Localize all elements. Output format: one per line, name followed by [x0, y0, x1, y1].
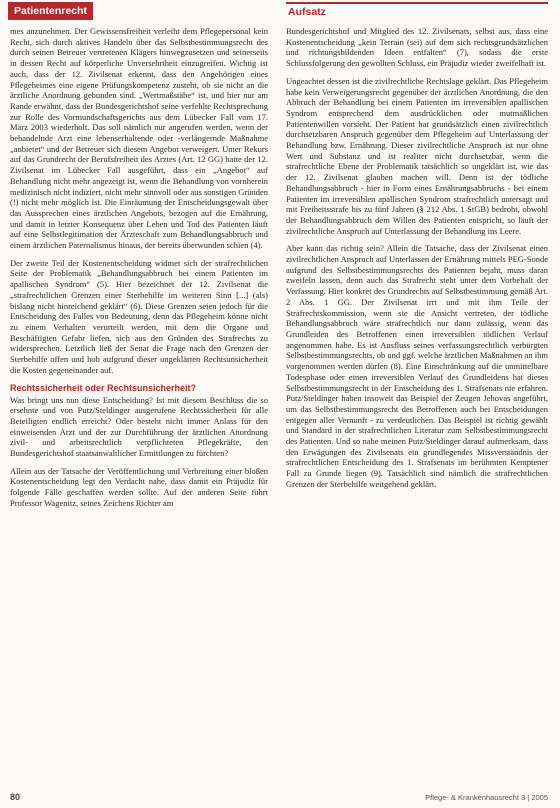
page-number: 80: [10, 792, 21, 802]
journal-reference: Pflege- & Krankenhausrecht 3 | 2005: [425, 793, 548, 802]
category-label: Aufsatz: [286, 2, 548, 22]
section-heading: Rechtssicherheit oder Rechtsunsicherheit?: [10, 382, 197, 393]
paragraph: Allein aus der Tatsache der Veröffentlichung und Verbreitung einer bloßen Kostenentscheidung legt den Verdacht nahe, dass damit ein Präjudiz für folgende Fälle geschaffen werden sollte. Auf der anderen Seite führt Professor Wagenitz, seines Zeichens Richter am: [10, 465, 268, 508]
paragraph: Der zweite Teil der Kostenentscheidung widmet sich der strafrechtlichen Seite der Problematik „Behandlungsabbruch bei einem Patienten im apallischen Syndrom“ (5). Hier bezeichnet der 12. Zivilsenat die „strafrechtlichen Grenzen einer Sterbehilfe im weiteren Sinn [...] (als) bislang nicht hinreichend geklärt“ (6). Diese Grenzen seien jedoch für die Entscheidung des Falles von Bedeutung, denn das Pflegeheim könne nicht zu einem Verhalten verurteilt werden, mit dem die Organe und Beschäftigten Gefahr liefen, sich aus den Gründen des Strafrechts zu widersprechen. Letztlich ließ der Senat die Frage nach den Grenzen der Sterbehilfe offen und hob aufgrund dieser ungeklärten Rechtsunsicherheit die Kosten gegeneinander auf.: [10, 257, 268, 375]
paragraph: Ungeachtet dessen ist die zivilrechtliche Rechtslage geklärt. Das Pflegeheim habe kein Verweigerungsrecht gegenüber der ärztlichen Anordnung, die den Abbruch der Behandlung bei einem Patienten im irreversiblen apallischen Syndrom entsprechend dem ausdrücklichen oder mutmaßlichen Patientenwillen vorsieht. Der Patient hat grundsätzlich einen zivilrechtlich durchsetzbaren Anspruch gegenüber dem Pflegeheim auf Unterlassung der Behandlung bzw. Ernährung. Dieser zivilrechtliche Anspruch ist nur ohne Wert und Substanz und ist realiter nicht durchsetzbar, wenn die strafrechtliche Ebene der Problematik tatsächlich so ungeklärt ist, wie das der 12. Zivilsenat glauben machen will. Denn ist der tödliche Behandlungsabbruch - hier in Form eines Ernährungsabbruchs - bei einem Patienten im irreversiblen apallischen Syndrom strafrechtlich untersagt und mit Freiheitsstrafe bis zu fünf Jahren (§ 212 Abs. 1 StGB) bedroht, obwohl der Behandlungsabbruch dem Willen des Patienten entspricht, so läuft der zivilrechtliche Anspruch auf Unterlassung der Behandlung ins Leere.: [286, 75, 548, 236]
paragraph: mes anzunehmen. Der Gewissensfreiheit verleiht dem Pflegepersonal kein Recht, sich durch aktives Handeln über das Selbstbestimmungsrecht des durch seinen Betreuer vertretenen Klägers hinwegzusetzen und seinerseits in dessen Recht auf körperliche Unversehrtheit einzugreifen. Wichtig ist auch, dass der 12. Zivilsenat erkennt, dass den Angehörigen eines Pflegeheimes eine eigene Prüfungskompetenz zusteht, ob sie nicht an die ärztliche Anordnung gebunden sind. „Wertmaßstäbe“ ist, und hier nur am Rande erwähnt, dass der Bundesgerichtshof seine verfehlte Rechtsprechung zur Rolle des Vormundschaftsgerichts aus dem Lübecker Fall vom 17. März 2003 wiederholt. Das soll nämlich nur angerufen werden, wenn der behandelnde Arzt eine lebenserhaltende oder -verlängernde Maßnahme „anbietet“ und der Betreuer sich diesem Angebot verweigert. Unter Rekurs auf das Grundrecht der Berufsfreiheit des Arztes (Art. 12 GG) hatte der 12. Zivilsenat im Lübecker Fall ausgeführt, dass ein „Angebot“ auf Behandlung nicht mehr angezeigt ist, wenn die Behandlung von vornherein medizinisch nicht indiziert, nicht mehr sinnvoll oder aus sonstigen Gründen (!) nicht mehr möglich ist. Die Einräumung der Entscheidungsgewalt über das Aussprechen eines ärztlichen Angebots, bezogen auf die Ernährung, und damit in letzter Konsequenz über Leben und Tod des Patienten läuft auf eine Selbstlegitimation der Ärzteschaft zum Behandlungsabbruch und einem ärztlichen Paternalismus hinaus, der bereits überwunden schien (4).: [10, 26, 268, 251]
right-column: [286, 26, 548, 784]
paragraph: Was bringt uns nun diese Entscheidung? Ist mit diesem Beschluss die so ersehnte und von Putz/Steldinger ausgerufene Rechtssicherheit für alle Beteiligten endlich erreicht? Oder besteht nicht immer Anlass für den einweisenden Arzt und der zur Durchführung der ärztlichen Anordnung zivil- und arbeitsrechtlich verpflichteten Pflegekräfte, den Bundesgerichtshof staatsanwaltlicher Ermittlungen zu fürchten?: [10, 394, 268, 459]
section-label: Patientenrecht: [8, 2, 93, 20]
paragraph: Bundesgerichtshof und Mitglied des 12. Zivilsenats, selbst aus, dass eine Kostenentscheidung „kein Terrain (sei) auf dem sich rechtsgrundsätzlichen und richtungsbildenden Ideen entfalten“ (7), sodass die erste Schlussfolgerung den gewollten Schluss, ein Präjudiz wieder zweifelhaft ist.: [286, 26, 548, 69]
left-column: [10, 26, 268, 784]
page-header: [0, 0, 560, 22]
page-footer: [0, 790, 560, 808]
paragraph: Aber kann das richtig sein? Allein die Tatsache, dass der Zivilsenat einen zivilrechtlichen Anspruch auf Unterlassen der Ernährung mittels PEG-Sonde aufgrund des Selbstbestimmungsrechts des Patienten bejaht, muss daran zweifeln lassen, denn auch das Strafrecht steht unter dem Vorbehalt der Verfassung. Hier konkret des Grundrechts auf Selbstbestimmung gemäß Art. 2 Abs. 1 GG. Der Zivilsenat irrt und mit ihm Teile der Strafrechtskommission, wenn sie die Ansicht vertreten, der tödliche Behandlungsabbruch wäre strafrechtlich nur dann zulässig, wenn das Grundleiden des Betroffenen einen irreversiblen tödlichen Verlauf angenommen habe. Es ist Ausfluss seines verfassungsrechtlich verbürgten Selbstbestimmungsrechts, ob und ggf. welche ärztlichen Maßnahmen an ihm vorgenommen werden dürfen (8). Eine Einschränkung auf die unmittelbare Todesphase oder einen irreversiblen Verlauf des Grundleidens hat dieses Selbstbestimmungsrecht in der Entscheidung des 1. Strafsenats nie erfahren. Putz/Steldinger haben insoweit das Beispiel der Zeugen Jehovas angeführt, um das Selbstbestimmungsrecht des Betroffenen auch bei Entscheidungen entgegen aller Vernunft - zu verdeutlichen. Das Beispiel ist richtig gewählt und Standard in der strafrechtlichen Literatur zum Selbstbestimmungsrecht des Patienten. Und so nahe meinen Putz/Steldinger darauf aufmerksam, dass den Erwägungen des Zivilsenats ein grundlegendes Missverständnis der strafrechtlichen Entscheidung des 1. Strafsenats im berühmten Kemptener Fall zu Grunde liegen (9). Tatsächlich sind nämlich die strafrechtlichen Grenzen der Sterbehilfe weitgehend geklärt.: [286, 243, 548, 489]
